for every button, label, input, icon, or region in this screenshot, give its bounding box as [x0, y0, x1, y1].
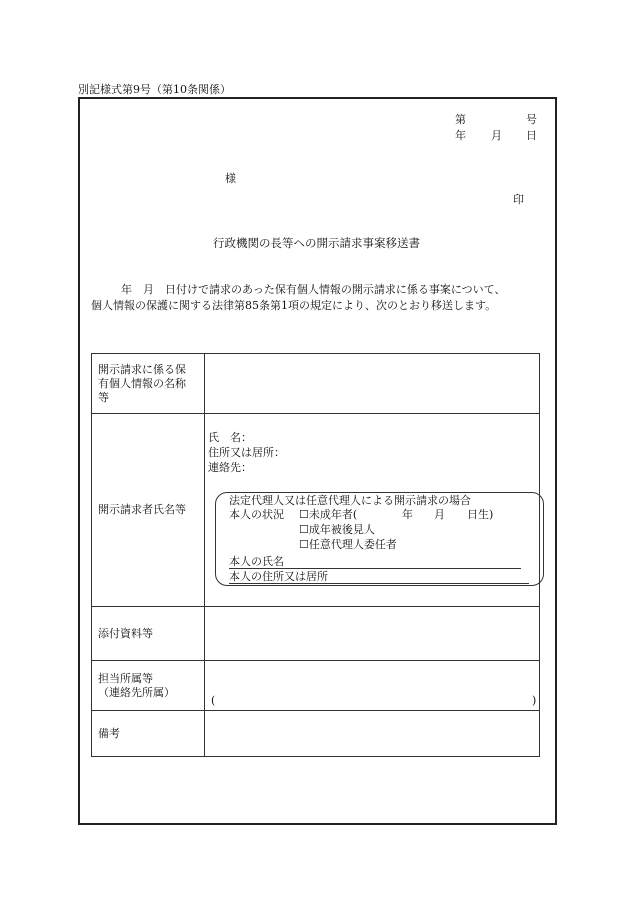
form-table [91, 353, 540, 757]
principal-status-label: 本人の状況 [229, 508, 284, 521]
body-line-1: 年 月 日付けで請求のあった保有個人情報の開示請求に係る事案について、 [121, 283, 506, 296]
principal-name-underline[interactable] [229, 568, 521, 569]
label-department-line-2: （連絡先所属） [98, 685, 175, 699]
label-info-name [92, 354, 205, 414]
body-line-2: 個人情報の保護に関する法律第85条第1項の規定により、次のとおり移送します。 [91, 299, 497, 312]
doc-number-prefix: 第 [455, 113, 466, 126]
birth-month: 月 [434, 508, 445, 521]
addressee-suffix: 様 [225, 172, 236, 185]
paren-open: ( [211, 694, 216, 707]
requester-name[interactable]: 氏 名： [208, 431, 252, 444]
birth-day: 日生) [467, 508, 494, 521]
paren-close: ) [532, 694, 537, 707]
principal-address-label: 本人の住所又は居所 [229, 570, 328, 583]
table-row-attachments [92, 607, 540, 661]
value-department[interactable] [205, 661, 540, 711]
value-remarks[interactable] [205, 711, 540, 757]
doc-number-suffix: 号 [526, 113, 537, 126]
date-month: 月 [491, 129, 502, 142]
document-title: 行政機関の長等への開示請求事案移送書 [213, 236, 420, 250]
label-department-line-1: 担当所属等 [98, 671, 153, 685]
label-info-name-line-3: 等 [98, 390, 109, 404]
requester-address[interactable]: 住所又は居所： [208, 446, 285, 459]
seal-mark: 印 [513, 193, 524, 206]
date-year: 年 [455, 129, 466, 142]
principal-address-underline[interactable] [229, 583, 529, 584]
proxy-heading: 法定代理人又は任意代理人による開示請求の場合 [229, 494, 471, 507]
checkbox-minor[interactable]: ☐未成年者( [299, 508, 358, 521]
principal-name-label: 本人の氏名 [229, 555, 284, 568]
date-day: 日 [526, 129, 537, 142]
value-requester [205, 414, 540, 607]
label-attachments: 添付資料等 [92, 607, 205, 661]
checkbox-adult-ward[interactable]: ☐成年被後見人 [299, 523, 375, 536]
requester-contact[interactable]: 連絡先： [208, 461, 252, 474]
table-row-department [92, 661, 540, 711]
label-requester: 開示請求者氏名等 [92, 414, 205, 607]
table-row-info-name [92, 354, 540, 414]
birth-year: 年 [402, 508, 413, 521]
label-department [92, 661, 205, 711]
form-reference: 別記様式第9号（第10条関係） [78, 83, 231, 96]
value-attachments[interactable] [205, 607, 540, 661]
label-info-name-line-1: 開示請求に係る保 [98, 362, 186, 376]
checkbox-delegator[interactable]: ☐任意代理人委任者 [299, 538, 397, 551]
value-info-name[interactable] [205, 354, 540, 414]
label-remarks: 備考 [92, 711, 205, 757]
label-info-name-line-2: 有個人情報の名称 [98, 376, 186, 390]
table-row-remarks [92, 711, 540, 757]
table-row-requester [92, 414, 540, 607]
